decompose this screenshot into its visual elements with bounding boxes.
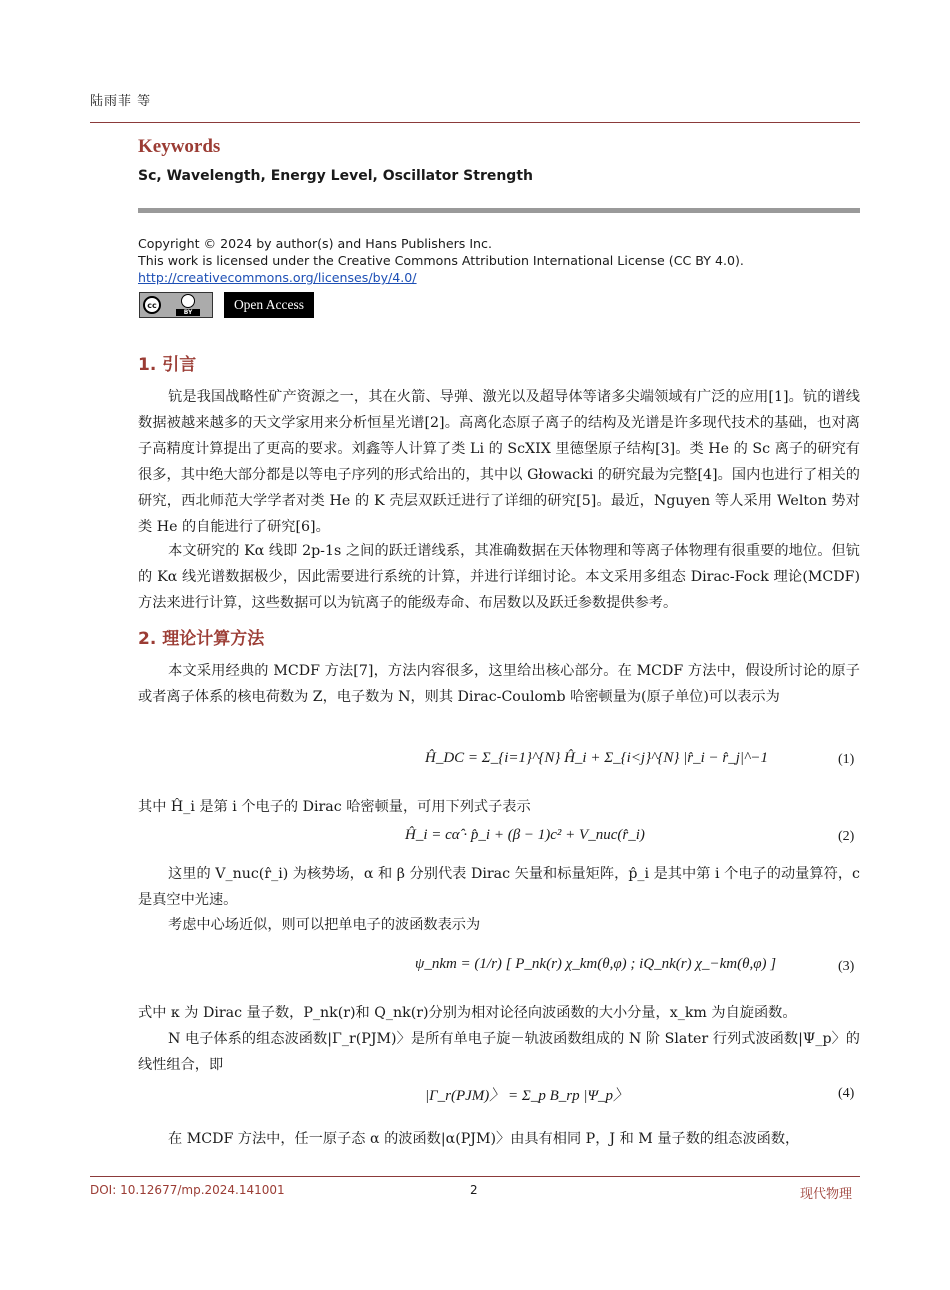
section-2-paragraph-4: 考虑中心场近似，则可以把单电子的波函数表示为: [168, 917, 481, 933]
section-2-paragraph-2: 其中 Ĥ_i 是第 i 个电子的 Dirac 哈密顿量，可用下列式子表示: [138, 799, 531, 815]
equation-2: Ĥ_i = cα̂ · p̂_i + (β − 1)c² + V_nuc(r̂_i): [405, 827, 645, 843]
footer-rule: [90, 1176, 860, 1177]
license-link[interactable]: http://creativecommons.org/licenses/by/4.0/: [138, 270, 417, 285]
keywords-heading: Keywords: [138, 136, 221, 157]
journal-name: 现代物理: [800, 1187, 853, 1202]
section-1-title: 1. 引言: [138, 355, 197, 375]
section-divider: [138, 208, 860, 213]
section-1-paragraph-2: 本文研究的 Kα 线即 2p-1s 之间的跃迁谱线系，其准确数据在天体物理和等离子体物理有很重要的地位。但钪的 Kα 线光谱数据极少，因此需要进行系统的计算，并进行详细讨论。本文采用多组态 Dirac-Fock 理论(MCDF)方法来进行计算，这些数据可以为钪离子的能级寿命、布居数以及跃迁参数提供参考。: [138, 543, 860, 611]
equation-2-number: (2): [838, 829, 855, 844]
license-block: [138, 235, 744, 286]
open-access-badge: Open Access: [224, 292, 314, 318]
running-header-author: 陆雨菲 等: [90, 94, 152, 109]
keywords-list: Sc, Wavelength, Energy Level, Oscillator Strength: [138, 168, 533, 184]
cc-icon: cc: [143, 296, 161, 314]
copyright-line: Copyright © 2024 by author(s) and Hans Publishers Inc.: [138, 236, 492, 251]
section-2-title: 2. 理论计算方法: [138, 629, 265, 649]
equation-3-number: (3): [838, 959, 855, 974]
page-number: 2: [470, 1183, 478, 1197]
section-2-paragraph-6: N 电子体系的组态波函数|Γ_r(PJM)〉是所有单电子旋－轨波函数组成的 N 阶 Slater 行列式波函数|Ψ_p〉的线性组合，即: [138, 1031, 860, 1073]
header-rule: [90, 122, 860, 123]
section-2-paragraph-5: 式中 κ 为 Dirac 量子数，P_nk(r)和 Q_nk(r)分别为相对论径向波函数的大小分量，x_km 为自旋函数。: [138, 1005, 797, 1021]
equation-4-number: (4): [838, 1086, 855, 1101]
section-2-paragraph-7: 在 MCDF 方法中，任一原子态 α 的波函数|α(PJM)〉由具有相同 P，J 和 M 量子数的组态波函数，: [168, 1131, 800, 1147]
section-2-paragraph-3: 这里的 V_nuc(r̂_i) 为核势场，α 和 β 分别代表 Dirac 矢量和标量矩阵，p̂_i 是其中第 i 个电子的动量算符，c 是真空中光速。: [138, 866, 860, 908]
footer-doi: DOI: 10.12677/mp.2024.141001: [90, 1183, 285, 1197]
equation-3: ψ_nkm = (1/r) [ P_nk(r) χ_km(θ,φ) ; iQ_nk(r) χ_−km(θ,φ) ]: [415, 956, 777, 972]
equation-4: |Γ_r(PJM)〉 = Σ_p B_rp |Ψ_p〉: [425, 1088, 629, 1104]
license-line: This work is licensed under the Creative Commons Attribution International License (CC BY 4.0).: [138, 253, 744, 268]
section-1-paragraph-1: 钪是我国战略性矿产资源之一，其在火箭、导弹、激光以及超导体等诸多尖端领域有广泛的应用[1]。钪的谱线数据被越来越多的天文学家用来分析恒星光谱[2]。高离化态原子离子的结构及光谱是许多现代技术的基础，也对离子高精度计算提出了更高的要求。刘鑫等人计算了类 Li 的 ScXIX 里德堡原子结构[3]。类 He 的 Sc 离子的研究有很多，其中绝大部分都是以等电子序列的形式给出的，其中以 Głowacki 的研究最为完整[4]。国内也进行了相关的研究，西北师范大学学者对类 He 的 K 壳层双跃迁进行了详细的研究[5]。最近，Nguyen 等人采用 Welton 势对类 He 的自能进行了研究[6]。: [138, 389, 860, 535]
person-icon: [181, 294, 195, 308]
by-label: BY: [176, 309, 201, 316]
equation-1-number: (1): [838, 752, 855, 767]
section-2-paragraph-1: 本文采用经典的 MCDF 方法[7]，方法内容很多，这里给出核心部分。在 MCDF 方法中，假设所讨论的原子或者离子体系的核电荷数为 Z，电子数为 N，则其 Dirac-Coulomb 哈密顿量为(原子单位)可以表示为: [138, 663, 860, 705]
equation-1: Ĥ_DC = Σ_{i=1}^{N} Ĥ_i + Σ_{i<j}^{N} |r̂_i − r̂_j|^−1: [425, 750, 768, 766]
cc-by-badge[interactable]: [139, 292, 213, 318]
